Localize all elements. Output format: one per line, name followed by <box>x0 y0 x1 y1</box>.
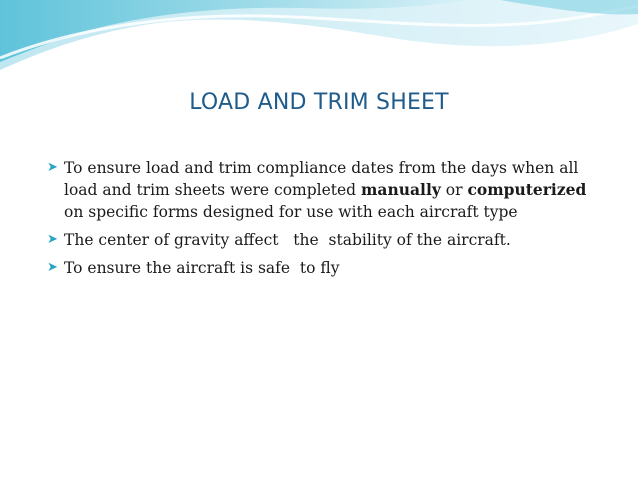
arrowhead-bullet-icon: ➤ <box>47 160 58 175</box>
bullet-emphasis-manually: manually <box>361 180 441 199</box>
bullet-text-2: The center of gravity affect the stability of the aircraft. <box>64 231 511 249</box>
bullet-text-3: To ensure the aircraft is safe to fly <box>64 259 340 277</box>
bullet-text-1c: on specific forms designed for use with each aircraft type <box>64 203 518 221</box>
arrowhead-bullet-icon: ➤ <box>47 232 58 247</box>
bullet-list <box>47 157 607 285</box>
bullet-text-1b: or <box>440 181 468 199</box>
arrowhead-bullet-icon: ➤ <box>47 260 58 275</box>
slide-title: LOAD AND TRIM SHEET <box>189 90 449 115</box>
bullet-emphasis-computerized: computerized <box>467 180 587 199</box>
bullet-item-compliance <box>47 157 607 223</box>
bullet-item-center-of-gravity <box>47 229 607 251</box>
bullet-item-safe-to-fly <box>47 257 607 279</box>
bullet-text-1a: To ensure load and trim compliance dates from the days when all load and trim sheets were completed <box>64 159 579 199</box>
header-wave-decoration <box>0 0 638 80</box>
